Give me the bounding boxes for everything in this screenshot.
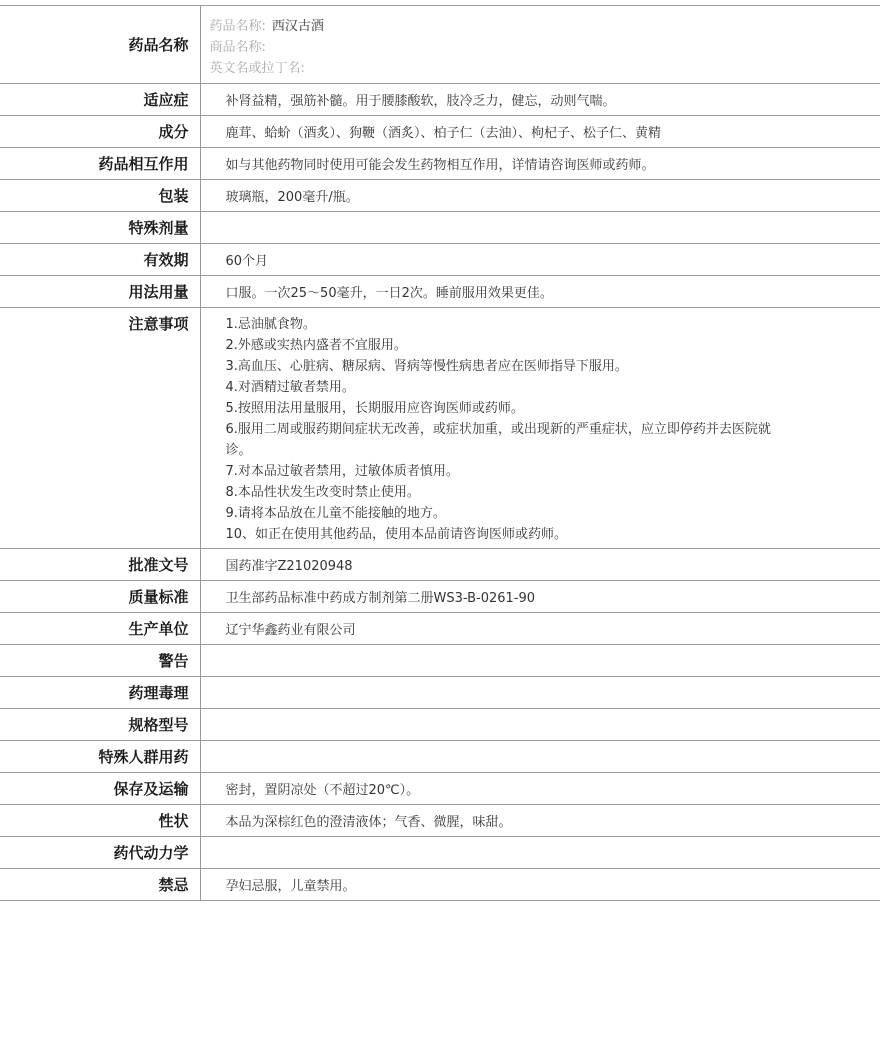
precaution-text: 1.忌油腻食物。 xyxy=(225,317,316,332)
pharmacology-value xyxy=(200,677,880,709)
precaution-item xyxy=(226,335,880,356)
quality-standard-value: 卫生部药品标准中药成方制剂第二册WS3-B-0261-90 xyxy=(200,581,880,613)
row-ingredients xyxy=(0,116,880,148)
row-approval-number xyxy=(0,549,880,581)
precaution-item xyxy=(226,314,880,335)
precautions-label: 注意事项 xyxy=(0,308,200,549)
special-population-label: 特殊人群用药 xyxy=(0,741,200,773)
row-warning xyxy=(0,645,880,677)
row-manufacturer xyxy=(0,613,880,645)
special-dosage-value xyxy=(200,212,880,244)
special-dosage-label: 特殊剂量 xyxy=(0,212,200,244)
pharmacokinetics-label: 药代动力学 xyxy=(0,837,200,869)
quality-standard-label: 质量标准 xyxy=(0,581,200,613)
storage-value: 密封，置阴凉处（不超过20℃）。 xyxy=(200,773,880,805)
shelf-life-label: 有效期 xyxy=(0,244,200,276)
pharmacokinetics-value xyxy=(200,837,880,869)
warning-label: 警告 xyxy=(0,645,200,677)
precaution-text: 10、如正在使用其他药品，使用本品前请咨询医师或药师。 xyxy=(225,527,568,542)
row-specification xyxy=(0,709,880,741)
drug-name-label: 药品名称 xyxy=(0,6,200,84)
precaution-text: 3.高血压、心脏病、糖尿病、肾病等慢性病患者应在医师指导下服用。 xyxy=(225,359,628,374)
contraindications-value: 孕妇忌服，儿童禁用。 xyxy=(200,869,880,901)
row-storage xyxy=(0,773,880,805)
row-quality-standard xyxy=(0,581,880,613)
precaution-item xyxy=(226,377,880,398)
precaution-item xyxy=(226,398,880,419)
appearance-value: 本品为深棕红色的澄清液体；气香、微腥，味甜。 xyxy=(200,805,880,837)
specification-label: 规格型号 xyxy=(0,709,200,741)
row-appearance xyxy=(0,805,880,837)
pharmacology-label: 药理毒理 xyxy=(0,677,200,709)
drug-name-value: 西汉古酒 xyxy=(271,19,324,34)
usage-value: 口服。一次25～50毫升，一日2次。睡前服用效果更佳。 xyxy=(200,276,880,308)
precaution-item xyxy=(226,524,880,545)
approval-number-label: 批准文号 xyxy=(0,549,200,581)
row-shelf-life xyxy=(0,244,880,276)
drug-spec-table xyxy=(0,5,880,901)
row-usage xyxy=(0,276,880,308)
interactions-label: 药品相互作用 xyxy=(0,148,200,180)
packaging-label: 包装 xyxy=(0,180,200,212)
manufacturer-label: 生产单位 xyxy=(0,613,200,645)
row-special-population xyxy=(0,741,880,773)
storage-label: 保存及运输 xyxy=(0,773,200,805)
precaution-text: 8.本品性状发生改变时禁止使用。 xyxy=(225,485,420,500)
interactions-value: 如与其他药物同时使用可能会发生药物相互作用，详情请咨询医师或药师。 xyxy=(200,148,880,180)
precaution-item xyxy=(226,503,880,524)
drug-name-key: 药品名称: xyxy=(209,19,266,34)
appearance-label: 性状 xyxy=(0,805,200,837)
contraindications-label: 禁忌 xyxy=(0,869,200,901)
trade-name-key: 商品名称: xyxy=(209,40,266,55)
drug-name-line xyxy=(210,16,880,37)
drug-name-block xyxy=(200,6,880,84)
row-pharmacokinetics xyxy=(0,837,880,869)
row-contraindications xyxy=(0,869,880,901)
precaution-text: 6.服用二周或服药期间症状无改善，或症状加重，或出现新的严重症状，应立即停药并去医院就诊。 xyxy=(225,422,771,458)
precaution-text: 7.对本品过敏者禁用，过敏体质者慎用。 xyxy=(225,464,459,479)
trade-name-line xyxy=(210,37,880,58)
ingredients-label: 成分 xyxy=(0,116,200,148)
precaution-item xyxy=(226,356,880,377)
precaution-item xyxy=(226,482,880,503)
row-drug-name xyxy=(0,6,880,84)
precautions-list xyxy=(200,308,880,549)
specification-value xyxy=(200,709,880,741)
latin-name-key: 英文名或拉丁名: xyxy=(209,61,305,76)
precaution-item xyxy=(226,419,880,461)
row-interactions xyxy=(0,148,880,180)
row-packaging xyxy=(0,180,880,212)
shelf-life-value: 60个月 xyxy=(200,244,880,276)
precaution-text: 5.按照用法用量服用，长期服用应咨询医师或药师。 xyxy=(225,401,524,416)
special-population-value xyxy=(200,741,880,773)
indications-value: 补肾益精，强筋补髓。用于腰膝酸软，肢冷乏力，健忘，动则气喘。 xyxy=(200,84,880,116)
row-indications xyxy=(0,84,880,116)
precaution-text: 9.请将本品放在儿童不能接触的地方。 xyxy=(225,506,446,521)
ingredients-value: 鹿茸、蛤蚧（酒炙）、狗鞭（酒炙）、柏子仁（去油）、枸杞子、松子仁、黄精 xyxy=(200,116,880,148)
warning-value xyxy=(200,645,880,677)
packaging-value: 玻璃瓶，200毫升/瓶。 xyxy=(200,180,880,212)
row-special-dosage xyxy=(0,212,880,244)
indications-label: 适应症 xyxy=(0,84,200,116)
latin-name-line xyxy=(210,58,880,79)
row-precautions xyxy=(0,308,880,549)
precaution-text: 2.外感或实热内盛者不宜服用。 xyxy=(225,338,407,353)
usage-label: 用法用量 xyxy=(0,276,200,308)
precaution-item xyxy=(226,461,880,482)
manufacturer-value: 辽宁华鑫药业有限公司 xyxy=(200,613,880,645)
approval-number-value: 国药准字Z21020948 xyxy=(200,549,880,581)
row-pharmacology xyxy=(0,677,880,709)
precaution-text: 4.对酒精过敏者禁用。 xyxy=(225,380,355,395)
